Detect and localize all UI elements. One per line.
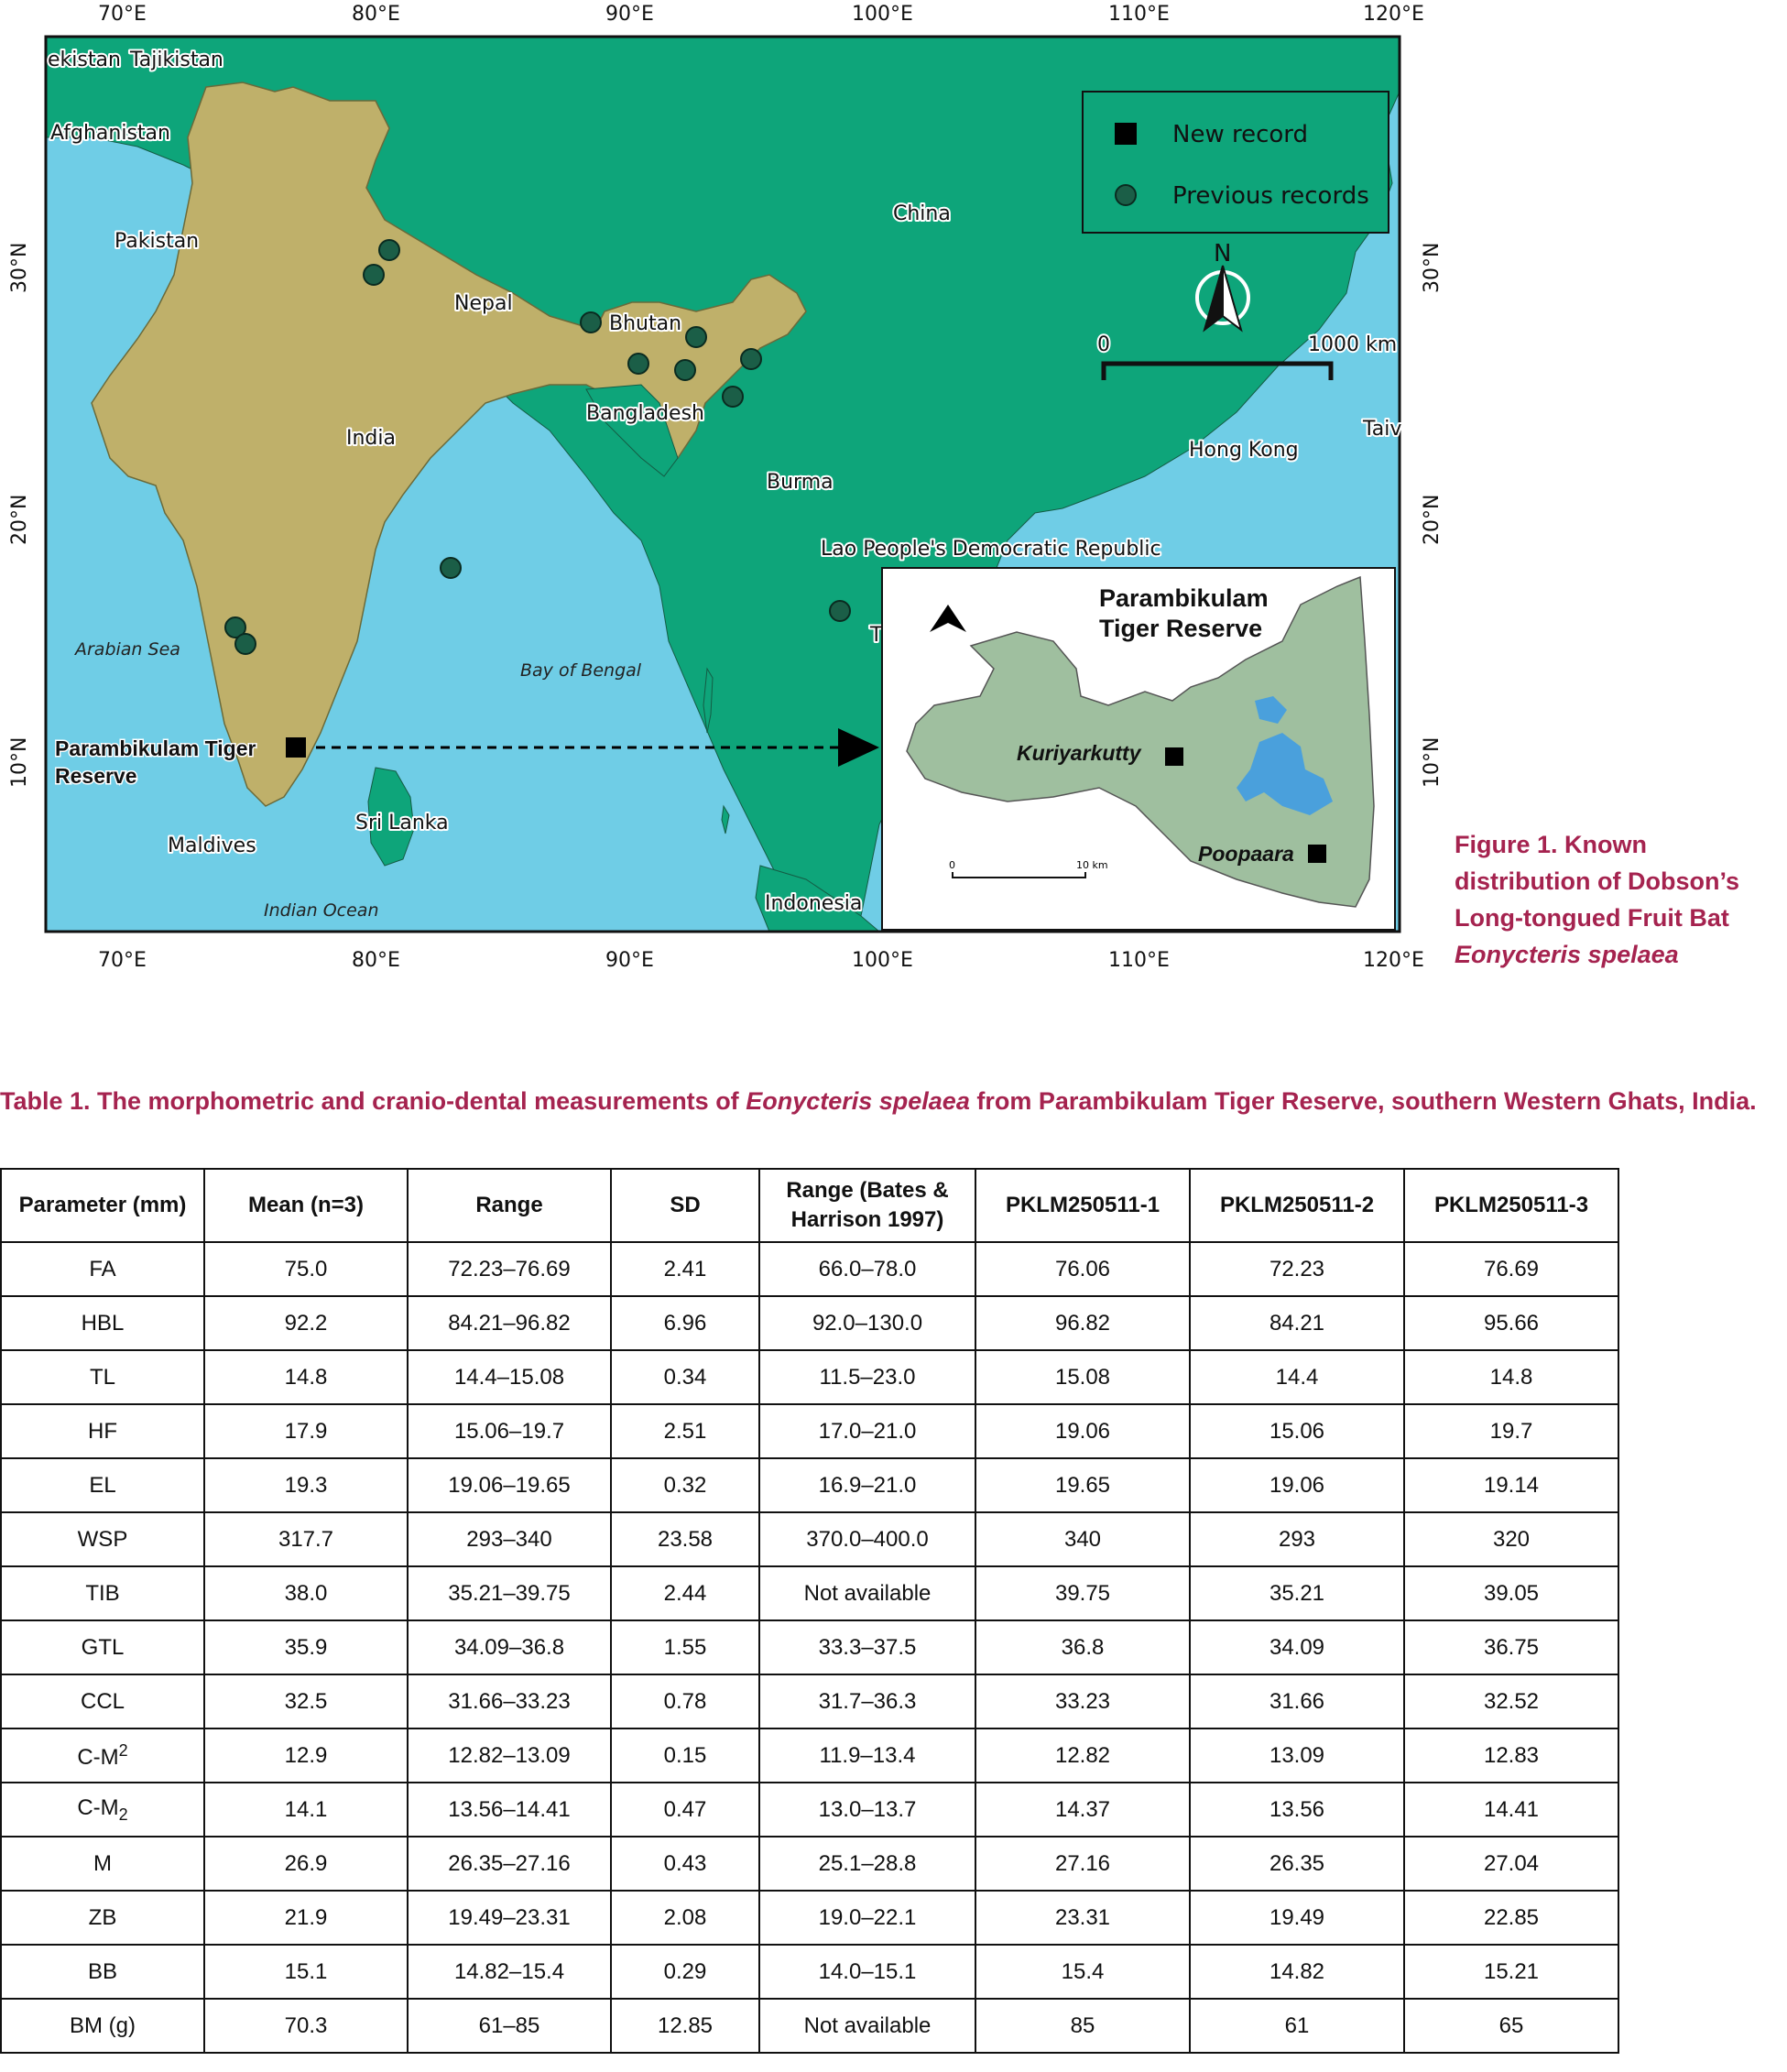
legend-previous-records: Previous records — [1172, 182, 1369, 210]
inset-site1-marker — [1165, 747, 1183, 766]
north-label: N — [1214, 240, 1232, 267]
value-cell: 14.82–15.4 — [408, 1945, 611, 1999]
left-tick-10: 10°N — [8, 736, 31, 788]
right-tick-30: 30°N — [1421, 242, 1444, 293]
value-cell: 320 — [1404, 1512, 1618, 1566]
right-tick-10: 10°N — [1421, 736, 1444, 788]
value-cell: 15.1 — [204, 1945, 408, 1999]
bottom-tick-80: 80°E — [352, 949, 400, 972]
table-row — [1, 1512, 1618, 1566]
top-tick-120: 120°E — [1363, 3, 1424, 26]
value-cell: 84.21–96.82 — [408, 1296, 611, 1350]
label-bhutan: Bhutan — [609, 312, 682, 335]
value-cell: 11.9–13.4 — [759, 1728, 975, 1783]
table-row — [1, 1783, 1618, 1837]
label-afghanistan: Afghanistan — [50, 122, 170, 145]
table-row — [1, 1566, 1618, 1620]
value-cell: 36.75 — [1404, 1620, 1618, 1674]
table-row — [1, 1350, 1618, 1404]
value-cell: 0.32 — [611, 1458, 759, 1512]
measurements-table — [0, 1168, 1619, 2054]
label-indonesia: Indonesia — [765, 892, 863, 915]
value-cell: 66.0–78.0 — [759, 1242, 975, 1296]
left-tick-20: 20°N — [8, 494, 31, 545]
value-cell: 0.29 — [611, 1945, 759, 1999]
label-indian-ocean: Indian Ocean — [264, 900, 379, 921]
table-caption-species: Eonycteris spelaea — [746, 1087, 970, 1115]
label-thailand: T — [870, 624, 883, 647]
value-cell: 14.37 — [975, 1783, 1190, 1837]
value-cell: 370.0–400.0 — [759, 1512, 975, 1566]
value-cell: 12.83 — [1404, 1728, 1618, 1783]
left-axis — [8, 243, 31, 788]
value-cell: 61 — [1190, 1999, 1404, 2053]
table-row — [1, 1891, 1618, 1945]
value-cell: 92.0–130.0 — [759, 1296, 975, 1350]
value-cell: 75.0 — [204, 1242, 408, 1296]
value-cell: 85 — [975, 1999, 1190, 2053]
value-cell: 39.05 — [1404, 1566, 1618, 1620]
parameter-cell: HF — [1, 1404, 204, 1458]
value-cell: 23.31 — [975, 1891, 1190, 1945]
inset-site-kuriyarkutty: Kuriyarkutty — [1017, 741, 1141, 765]
header-specimen-3: PKLM250511-3 — [1404, 1169, 1618, 1242]
label-pakistan: Pakistan — [114, 230, 200, 253]
parameter-cell: $C-M^2$ — [1, 1728, 204, 1783]
inset-title-line2: Tiger Reserve — [1099, 615, 1263, 642]
value-cell: 19.14 — [1404, 1458, 1618, 1512]
value-cell: 14.82 — [1190, 1945, 1404, 1999]
table-row — [1, 1728, 1618, 1783]
table-row — [1, 1620, 1618, 1674]
parameter-cell: $C-M_2$ — [1, 1783, 204, 1837]
value-cell: 76.06 — [975, 1242, 1190, 1296]
inset-map — [882, 568, 1395, 930]
value-cell: 17.9 — [204, 1404, 408, 1458]
value-cell: 70.3 — [204, 1999, 408, 2053]
value-cell: 16.9–21.0 — [759, 1458, 975, 1512]
label-china: China — [893, 202, 951, 225]
header-sd: SD — [611, 1169, 759, 1242]
value-cell: 12.9 — [204, 1728, 408, 1783]
value-cell: 12.85 — [611, 1999, 759, 2053]
value-cell: 13.09 — [1190, 1728, 1404, 1783]
value-cell: 22.85 — [1404, 1891, 1618, 1945]
table-body — [1, 1242, 1618, 2053]
top-tick-70: 70°E — [98, 3, 147, 26]
top-tick-90: 90°E — [605, 3, 654, 26]
value-cell: 95.66 — [1404, 1296, 1618, 1350]
table-caption-prefix: Table 1. The morphometric and cranio-dental measurements of — [0, 1087, 739, 1115]
value-cell: 72.23–76.69 — [408, 1242, 611, 1296]
right-axis — [1421, 243, 1444, 788]
header-specimen-1: PKLM250511-1 — [975, 1169, 1190, 1242]
figure-caption-species: Eonycteris spelaea — [1455, 941, 1679, 968]
table-row — [1, 1404, 1618, 1458]
value-cell: 39.75 — [975, 1566, 1190, 1620]
value-cell: 13.56–14.41 — [408, 1783, 611, 1837]
table-header-row — [1, 1169, 1618, 1242]
value-cell: 36.8 — [975, 1620, 1190, 1674]
value-cell: 19.65 — [975, 1458, 1190, 1512]
legend — [1083, 92, 1389, 233]
value-cell: 26.35 — [1190, 1837, 1404, 1891]
value-cell: 0.15 — [611, 1728, 759, 1783]
top-axis — [98, 3, 1424, 26]
value-cell: 11.5–23.0 — [759, 1350, 975, 1404]
value-cell: 35.21–39.75 — [408, 1566, 611, 1620]
value-cell: 96.82 — [975, 1296, 1190, 1350]
value-cell: Not available — [759, 1566, 975, 1620]
top-tick-110: 110°E — [1108, 3, 1170, 26]
label-sri-lanka: Sri Lanka — [355, 812, 449, 834]
value-cell: 92.2 — [204, 1296, 408, 1350]
label-bay-of-bengal: Bay of Bengal — [520, 660, 642, 681]
value-cell: 19.3 — [204, 1458, 408, 1512]
parameter-cell: HBL — [1, 1296, 204, 1350]
value-cell: 14.4 — [1190, 1350, 1404, 1404]
new-record-marker — [286, 737, 306, 758]
value-cell: 340 — [975, 1512, 1190, 1566]
value-cell: 0.34 — [611, 1350, 759, 1404]
value-cell: 15.06–19.7 — [408, 1404, 611, 1458]
label-arabian-sea: Arabian Sea — [75, 639, 180, 660]
label-tajikistan: Tajikistan — [130, 49, 223, 71]
value-cell: 14.4–15.08 — [408, 1350, 611, 1404]
value-cell: 21.9 — [204, 1891, 408, 1945]
value-cell: 32.52 — [1404, 1674, 1618, 1728]
bottom-tick-120: 120°E — [1363, 949, 1424, 972]
parameter-cell: BB — [1, 1945, 204, 1999]
label-india: India — [346, 427, 396, 450]
value-cell: 26.35–27.16 — [408, 1837, 611, 1891]
value-cell: 15.21 — [1404, 1945, 1618, 1999]
value-cell: 2.44 — [611, 1566, 759, 1620]
value-cell: 2.41 — [611, 1242, 759, 1296]
value-cell: 19.0–22.1 — [759, 1891, 975, 1945]
header-mean: Mean (n=3) — [204, 1169, 408, 1242]
header-parameter: Parameter (mm) — [1, 1169, 204, 1242]
value-cell: 27.16 — [975, 1837, 1190, 1891]
legend-new-record: New record — [1172, 121, 1309, 148]
value-cell: 76.69 — [1404, 1242, 1618, 1296]
value-cell: 17.0–21.0 — [759, 1404, 975, 1458]
value-cell: 15.06 — [1190, 1404, 1404, 1458]
label-hong-kong: Hong Kong — [1189, 439, 1299, 462]
value-cell: 0.43 — [611, 1837, 759, 1891]
parameter-cell: GTL — [1, 1620, 204, 1674]
value-cell: 2.08 — [611, 1891, 759, 1945]
value-cell: 19.7 — [1404, 1404, 1618, 1458]
right-tick-20: 20°N — [1421, 494, 1444, 545]
value-cell: 12.82–13.09 — [408, 1728, 611, 1783]
parameter-cell: ZB — [1, 1891, 204, 1945]
value-cell: 13.0–13.7 — [759, 1783, 975, 1837]
top-tick-80: 80°E — [352, 3, 400, 26]
value-cell: 38.0 — [204, 1566, 408, 1620]
inset-title-line1: Parambikulam — [1099, 584, 1269, 612]
header-range: Range — [408, 1169, 611, 1242]
label-burma: Burma — [767, 471, 834, 494]
value-cell: 31.66–33.23 — [408, 1674, 611, 1728]
value-cell: 25.1–28.8 — [759, 1837, 975, 1891]
bottom-tick-70: 70°E — [98, 949, 147, 972]
table-row — [1, 1945, 1618, 1999]
value-cell: 35.21 — [1190, 1566, 1404, 1620]
value-cell: 31.66 — [1190, 1674, 1404, 1728]
value-cell: 19.06 — [1190, 1458, 1404, 1512]
value-cell: 2.51 — [611, 1404, 759, 1458]
table-caption — [0, 1083, 1768, 1119]
value-cell: 14.0–15.1 — [759, 1945, 975, 1999]
reserve-label-line1: Parambikulam Tiger — [55, 736, 256, 760]
value-cell: 61–85 — [408, 1999, 611, 2053]
value-cell: 34.09 — [1190, 1620, 1404, 1674]
label-nepal: Nepal — [454, 292, 513, 315]
value-cell: 19.06–19.65 — [408, 1458, 611, 1512]
legend-previous-icon — [1116, 185, 1136, 205]
bottom-tick-100: 100°E — [852, 949, 913, 972]
value-cell: 19.49–23.31 — [408, 1891, 611, 1945]
value-cell: 0.78 — [611, 1674, 759, 1728]
value-cell: 34.09–36.8 — [408, 1620, 611, 1674]
value-cell: 31.7–36.3 — [759, 1674, 975, 1728]
bottom-tick-110: 110°E — [1108, 949, 1170, 972]
value-cell: 6.96 — [611, 1296, 759, 1350]
value-cell: 27.04 — [1404, 1837, 1618, 1891]
value-cell: 293 — [1190, 1512, 1404, 1566]
label-lao: Lao People's Democratic Republic — [821, 538, 1161, 561]
inset-site-poopaara: Poopaara — [1198, 842, 1294, 866]
parameter-cell: CCL — [1, 1674, 204, 1728]
figure-caption-text: Figure 1. Known distribution of Dobson’s Long-tongued Fruit Bat — [1455, 831, 1739, 932]
value-cell: 33.23 — [975, 1674, 1190, 1728]
inset-site2-marker — [1308, 845, 1326, 863]
value-cell: 84.21 — [1190, 1296, 1404, 1350]
value-cell: 15.08 — [975, 1350, 1190, 1404]
value-cell: 14.8 — [1404, 1350, 1618, 1404]
table-row — [1, 1242, 1618, 1296]
value-cell: 0.47 — [611, 1783, 759, 1837]
parameter-cell: EL — [1, 1458, 204, 1512]
value-cell: 14.8 — [204, 1350, 408, 1404]
top-tick-100: 100°E — [852, 3, 913, 26]
table-row — [1, 1999, 1618, 2053]
label-uzbekistan: ekistan — [48, 49, 121, 71]
value-cell: 26.9 — [204, 1837, 408, 1891]
inset-scale-start: 0 — [949, 859, 955, 871]
value-cell: 33.3–37.5 — [759, 1620, 975, 1674]
table-caption-suffix: from Parambikulam Tiger Reserve, southern Western Ghats, India. — [976, 1087, 1757, 1115]
distribution-map — [0, 0, 1444, 980]
value-cell: 65 — [1404, 1999, 1618, 2053]
parameter-cell: M — [1, 1837, 204, 1891]
parameter-cell: WSP — [1, 1512, 204, 1566]
value-cell: 13.56 — [1190, 1783, 1404, 1837]
inset-scale-end: 10 km — [1076, 859, 1108, 871]
value-cell: 14.1 — [204, 1783, 408, 1837]
table-row — [1, 1837, 1618, 1891]
value-cell: 15.4 — [975, 1945, 1190, 1999]
table-row — [1, 1458, 1618, 1512]
scale-end: 1000 km — [1308, 333, 1398, 356]
value-cell: 35.9 — [204, 1620, 408, 1674]
parameter-cell: FA — [1, 1242, 204, 1296]
reserve-label-line2: Reserve — [55, 764, 137, 788]
value-cell: 317.7 — [204, 1512, 408, 1566]
bottom-tick-90: 90°E — [605, 949, 654, 972]
parameter-cell: TIB — [1, 1566, 204, 1620]
legend-new-record-icon — [1115, 123, 1137, 145]
value-cell: 19.49 — [1190, 1891, 1404, 1945]
header-range-bates: Range (Bates & Harrison 1997) — [759, 1169, 975, 1242]
label-maldives: Maldives — [168, 834, 256, 857]
parameter-cell: TL — [1, 1350, 204, 1404]
value-cell: 32.5 — [204, 1674, 408, 1728]
left-tick-30: 30°N — [8, 242, 31, 293]
label-bangladesh: Bangladesh — [586, 402, 704, 425]
value-cell: Not available — [759, 1999, 975, 2053]
parameter-cell: BM (g) — [1, 1999, 204, 2053]
figure-caption — [1455, 826, 1775, 973]
scale-start: 0 — [1097, 333, 1110, 356]
value-cell: 12.82 — [975, 1728, 1190, 1783]
header-specimen-2: PKLM250511-2 — [1190, 1169, 1404, 1242]
value-cell: 1.55 — [611, 1620, 759, 1674]
table-row — [1, 1674, 1618, 1728]
value-cell: 23.58 — [611, 1512, 759, 1566]
value-cell: 14.41 — [1404, 1783, 1618, 1837]
value-cell: 293–340 — [408, 1512, 611, 1566]
bottom-axis — [98, 949, 1424, 972]
table-row — [1, 1296, 1618, 1350]
label-taiwan: Taiv — [1363, 418, 1402, 441]
value-cell: 19.06 — [975, 1404, 1190, 1458]
value-cell: 72.23 — [1190, 1242, 1404, 1296]
